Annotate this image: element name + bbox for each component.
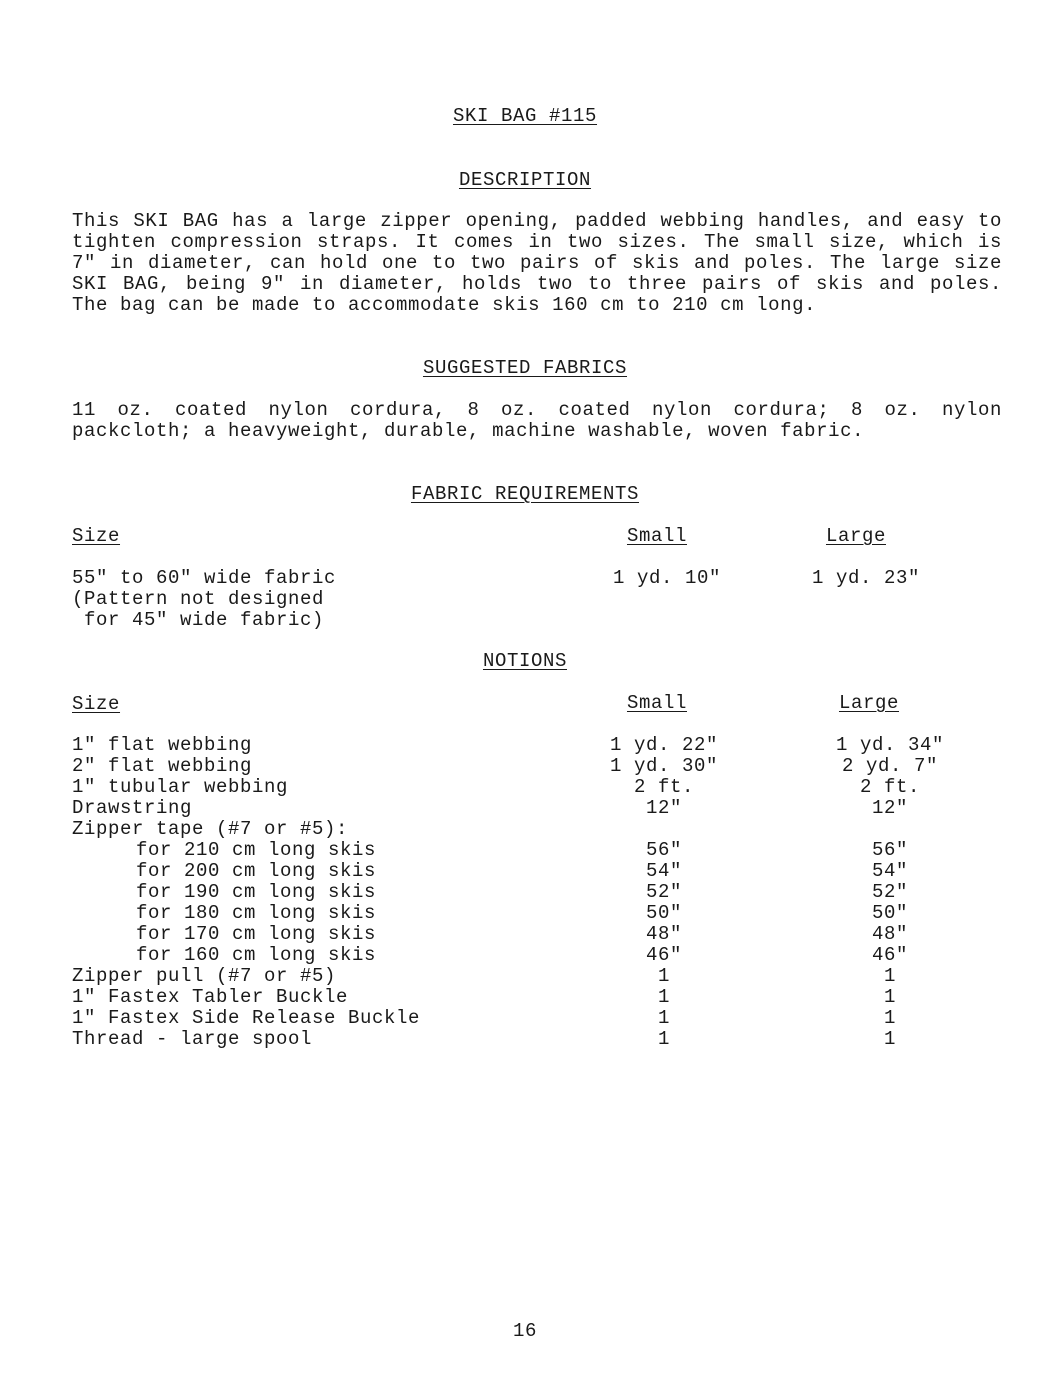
notion-item: for 160 cm long skis [136,944,377,966]
notion-small: 12" [645,797,682,819]
notion-item: 1" Fastex Side Release Buckle [72,1007,421,1029]
notion-item: for 190 cm long skis [136,881,377,903]
notion-small: 52" [645,881,682,903]
notion-large: 1 [883,1028,896,1050]
notion-item: 1" Fastex Tabler Buckle [72,986,349,1008]
notion-item: 2" flat webbing [72,755,253,777]
notion-small: 54" [645,860,682,882]
notion-item: 1" flat webbing [72,734,253,756]
notion-item: for 170 cm long skis [136,923,377,945]
fabric-requirements-heading: FABRIC REQUIREMENTS [410,483,640,505]
notion-large: 1 [883,965,896,987]
notion-small: 2 ft. [633,776,694,798]
notion-small: 1 yd. 22" [609,734,719,756]
notion-small: 46" [645,944,682,966]
fabric-col-size: Size [72,525,121,547]
page-title: SKI BAG #115 [452,105,598,127]
notion-large: 1 yd. 34" [835,734,945,756]
notion-large: 12" [871,797,908,819]
notions-col-size: Size [72,693,121,715]
notion-item: for 180 cm long skis [136,902,377,924]
notion-item: Thread - large spool [72,1028,313,1050]
notion-item: 1" tubular webbing [72,776,289,798]
notion-large: 52" [871,881,908,903]
notion-small: 1 yd. 30" [609,755,719,777]
notion-item: for 210 cm long skis [136,839,377,861]
description-text: This SKI BAG has a large zipper opening, padded webbing handles, and easy to tighten compression straps. It comes in two sizes. The small size, which is 7" in diameter, can hold one to two pairs of skis and poles. The large size SKI BAG, being 9" in diameter, holds two to three pairs of skis and poles. The bag can be made to accommodate skis 160 cm to 210 cm long. [72,210,1002,316]
fabrics-heading: SUGGESTED FABRICS [422,357,628,379]
fabric-col-large: Large [825,525,886,547]
fabric-large-value: 1 yd. 23" [811,567,921,589]
notion-small: 1 [657,1007,670,1029]
description-heading: DESCRIPTION [458,169,592,191]
fabric-item-line1: 55" to 60" wide fabric [72,567,337,589]
notion-item: for 200 cm long skis [136,860,377,882]
notion-large: 1 [883,986,896,1008]
notion-large: 48" [871,923,908,945]
notions-col-small: Small [626,692,687,714]
notions-col-large: Large [838,692,899,714]
page-number: 16 [512,1320,537,1342]
notion-large: 50" [871,902,908,924]
fabric-col-small: Small [626,525,687,547]
fabrics-text: 11 oz. coated nylon cordura, 8 oz. coated nylon cordura; 8 oz. nylon packcloth; a heavyweight, durable, machine washable, woven fabric. [72,399,1002,442]
notion-large: 54" [871,860,908,882]
fabric-item-line2: (Pattern not designed [72,588,325,610]
notions-heading: NOTIONS [482,650,567,672]
notion-item: Zipper pull (#7 or #5) [72,965,337,987]
notion-small: 48" [645,923,682,945]
notion-item: Zipper tape (#7 or #5): [72,818,349,840]
notion-large: 56" [871,839,908,861]
notion-small: 56" [645,839,682,861]
notion-small: 1 [657,965,670,987]
notion-small: 50" [645,902,682,924]
notion-item: Drawstring [72,797,193,819]
notion-large: 2 ft. [859,776,920,798]
notion-large: 46" [871,944,908,966]
fabric-item-line3: for 45" wide fabric) [72,609,325,631]
notion-small: 1 [657,986,670,1008]
notion-small: 1 [657,1028,670,1050]
fabric-small-value: 1 yd. 10" [612,567,722,589]
notion-large: 1 [883,1007,896,1029]
notion-large: 2 yd. 7" [841,755,938,777]
